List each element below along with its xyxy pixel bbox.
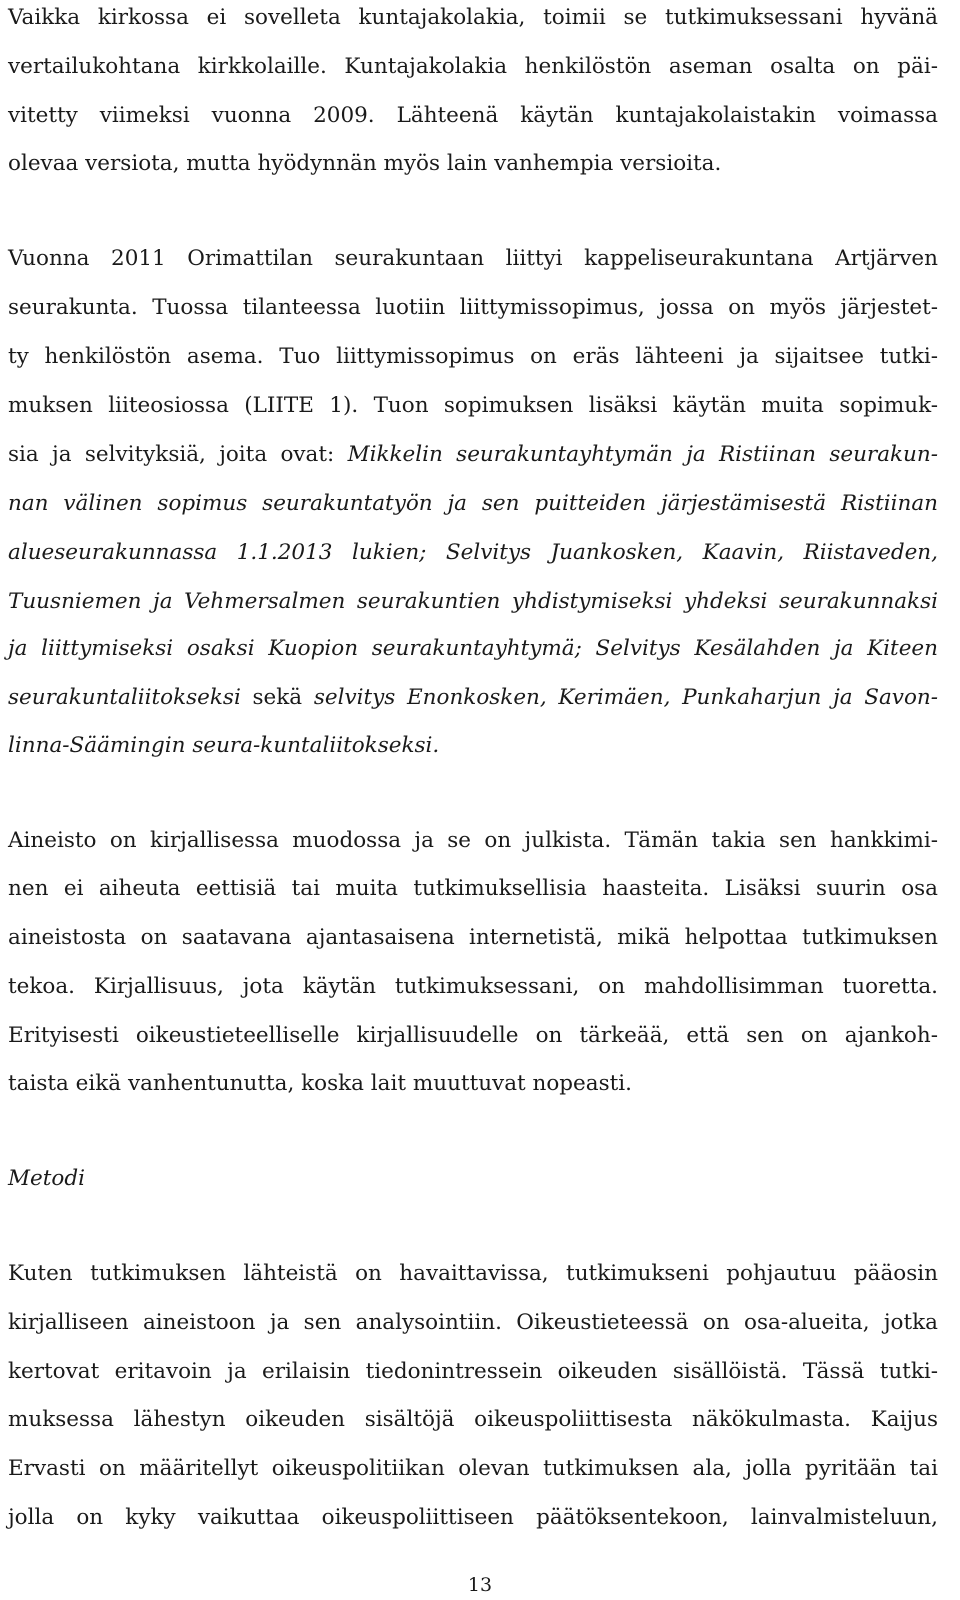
text-line	[8, 244, 938, 274]
text-run: seurakunta. Tuossa tilanteessa luotiin liittymissopimus, jossa on myös järjestet-	[8, 295, 938, 320]
italic-text: Mikkelin seurakuntayhtymän ja Ristiinan seurakun-	[347, 442, 938, 467]
italic-text: seurakuntaliitokseksi	[8, 685, 241, 710]
text-line	[8, 1308, 938, 1338]
text-run: muksessa lähestyn oikeuden sisältöjä oikeuspoliittisesta näkökulmasta. Kaijus	[8, 1407, 938, 1432]
text-line	[8, 1021, 938, 1051]
italic-text: Metodi	[8, 1166, 85, 1191]
text-run: jolla on kyky vaikuttaa oikeuspoliittiseen päätöksentekoon, lainvalmisteluun,	[8, 1505, 938, 1530]
text-run: nen ei aiheuta eettisiä tai muita tutkimuksellisia haasteita. Lisäksi suurin osa	[8, 876, 938, 901]
text-line	[8, 391, 938, 421]
italic-text: ja liittymiseksi osaksi Kuopion seurakuntayhtymä; Selvitys Kesälahden ja Kiteen	[8, 636, 938, 661]
text-run: olevaa versiota, mutta hyödynnän myös lain vanhempia versioita.	[8, 151, 722, 176]
text-line	[8, 3, 938, 33]
text-line	[8, 489, 938, 519]
italic-text: selvitys Enonkosken, Kerimäen, Punkaharjun ja Savon-	[313, 685, 938, 710]
text-run: vertailukohtana kirkkolaille. Kuntajakolakia henkilöstön aseman osalta on päi-	[8, 54, 938, 79]
text-line	[8, 1259, 938, 1289]
text-run: kirjalliseen aineistoon ja sen analysointiin. Oikeustieteessä on osa-alueita, jotka	[8, 1310, 938, 1335]
text-line	[8, 634, 938, 664]
text-run: aineistosta on saatavana ajantasaisena internetistä, mikä helpottaa tutkimuksen	[8, 925, 938, 950]
text-line	[8, 293, 938, 323]
text-line	[8, 683, 938, 713]
text-run: muksen liiteosiossa (LIITE 1). Tuon sopimuksen lisäksi käytän muita sopimuk-	[8, 393, 938, 418]
text-line	[8, 342, 938, 372]
text-run: Vaikka kirkossa ei sovelleta kuntajakolakia, toimii se tutkimuksessani hyvänä	[8, 5, 938, 30]
text-run: vitetty viimeksi vuonna 2009. Lähteenä käytän kuntajakolaistakin voimassa	[8, 103, 938, 128]
text-line	[8, 826, 938, 856]
italic-text: alueseurakunnassa 1.1.2013 lukien; Selvitys Juankosken, Kaavin, Riistaveden,	[8, 540, 938, 565]
text-run: ty henkilöstön asema. Tuo liittymissopimus on eräs lähteeni ja sijaitsee tutki-	[8, 344, 938, 369]
italic-text: nan välinen sopimus seurakuntatyön ja sen puitteiden järjestämisestä Ristiinan	[8, 491, 938, 516]
text-line	[8, 1405, 938, 1435]
text-line	[8, 101, 938, 131]
text-run: tekoa. Kirjallisuus, jota käytän tutkimuksessani, on mahdollisimman tuoretta.	[8, 974, 938, 999]
text-line	[8, 1357, 938, 1387]
italic-text: Tuusniemen ja Vehmersalmen seurakuntien yhdistymiseksi yhdeksi seurakunnaksi	[8, 589, 938, 614]
text-line	[8, 440, 938, 470]
text-line	[8, 731, 439, 761]
text-line	[8, 923, 938, 953]
text-line	[8, 149, 721, 179]
italic-text: linna-Säämingin seura-kuntaliitokseksi.	[8, 733, 440, 758]
text-line	[8, 1503, 938, 1533]
text-run: sekä	[240, 685, 314, 710]
text-line	[8, 1164, 85, 1194]
text-line	[8, 972, 938, 1002]
text-run: Erityisesti oikeustieteelliselle kirjallisuudelle on tärkeää, että sen on ajankoh-	[8, 1023, 938, 1048]
text-run: taista eikä vanhentunutta, koska lait muuttuvat nopeasti.	[8, 1071, 632, 1096]
text-line	[8, 587, 938, 617]
text-run: Kuten tutkimuksen lähteistä on havaittavissa, tutkimukseni pohjautuu pääosin	[8, 1261, 938, 1286]
text-run: kertovat eritavoin ja erilaisin tiedonintressein oikeuden sisällöistä. Tässä tutki-	[8, 1359, 938, 1384]
text-line	[8, 1454, 938, 1484]
text-run: Ervasti on määritellyt oikeuspolitiikan olevan tutkimuksen ala, jolla pyritään tai	[8, 1456, 938, 1481]
text-run: sia ja selvityksiä, joita ovat:	[8, 442, 348, 467]
text-line	[8, 52, 938, 82]
text-line	[8, 874, 938, 904]
text-run: Vuonna 2011 Orimattilan seurakuntaan liittyi kappeliseurakuntana Artjärven	[8, 246, 938, 271]
text-line	[8, 1069, 632, 1099]
page-number: 13	[467, 1574, 493, 1596]
text-run: Aineisto on kirjallisessa muodossa ja se on julkista. Tämän takia sen hankkimi-	[8, 828, 938, 853]
text-line	[8, 538, 938, 568]
